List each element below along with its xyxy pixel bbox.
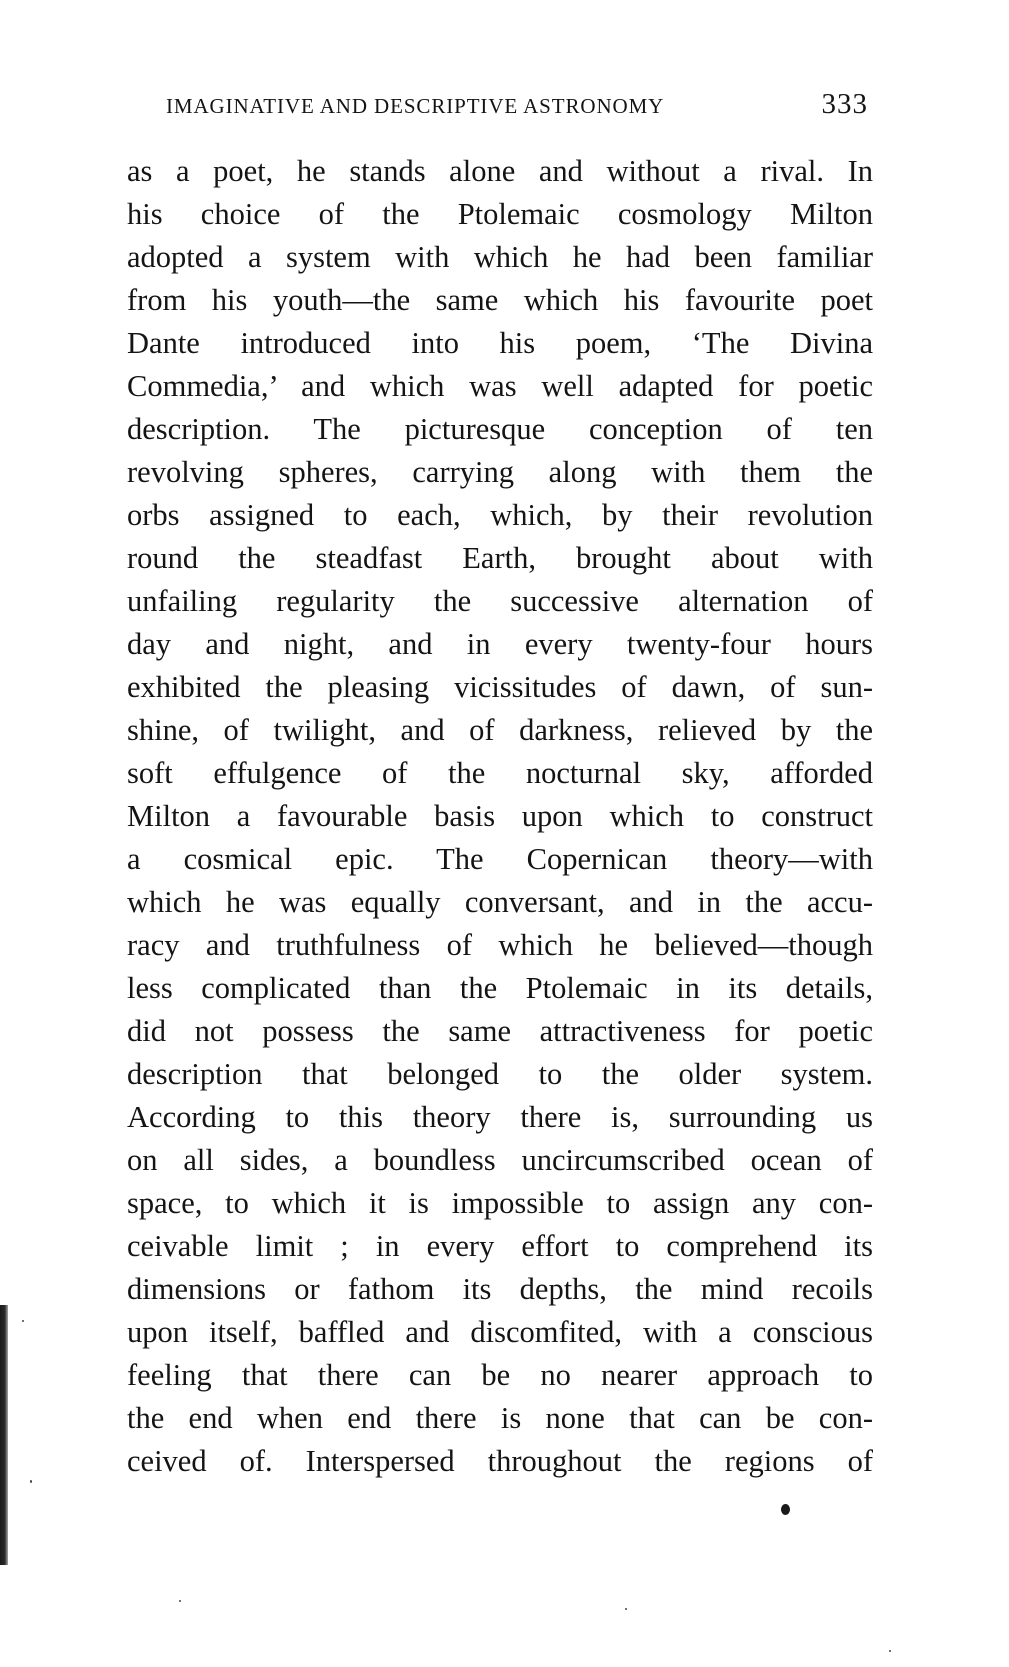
text-line: Commedia,’ and which was well adapted for poetic xyxy=(127,369,873,403)
scan-speck xyxy=(889,1650,891,1652)
running-head xyxy=(166,88,868,121)
text-line: description that belonged to the older system. xyxy=(127,1057,873,1091)
text-line: upon itself, baffled and discomfited, with a conscious xyxy=(127,1315,873,1349)
binding-shadow xyxy=(0,1305,8,1565)
text-line: According to this theory there is, surrounding us xyxy=(127,1100,873,1134)
page-number: 333 xyxy=(821,88,868,120)
text-line: did not possess the same attractiveness for poetic xyxy=(127,1014,873,1048)
running-title: IMAGINATIVE AND DESCRIPTIVE ASTRONOMY xyxy=(166,94,665,118)
text-line: orbs assigned to each, which, by their revolution xyxy=(127,498,873,532)
body-text xyxy=(127,150,873,1483)
text-line: description. The picturesque conception of ten xyxy=(127,412,873,446)
text-line: a cosmical epic. The Copernican theory—with xyxy=(127,842,873,876)
text-line: ceived of. Interspersed throughout the regions of xyxy=(127,1444,873,1478)
text-line: dimensions or fathom its depths, the mind recoils xyxy=(127,1272,873,1306)
text-line: unfailing regularity the successive alternation of xyxy=(127,584,873,618)
text-line: as a poet, he stands alone and without a rival. In xyxy=(127,154,873,188)
text-line: day and night, and in every twenty-four hours xyxy=(127,627,873,661)
text-line: exhibited the pleasing vicissitudes of dawn, of sun- xyxy=(127,670,873,704)
text-line: Dante introduced into his poem, ‘The Divina xyxy=(127,326,873,360)
text-line: ceivable limit ; in every effort to comprehend its xyxy=(127,1229,873,1263)
text-line: the end when end there is none that can be con- xyxy=(127,1401,873,1435)
scan-speck xyxy=(625,1608,627,1610)
text-line: on all sides, a boundless uncircumscribed ocean of xyxy=(127,1143,873,1177)
text-line: revolving spheres, carrying along with them the xyxy=(127,455,873,489)
text-line: racy and truthfulness of which he believed—though xyxy=(127,928,873,962)
text-line: Milton a favourable basis upon which to construct xyxy=(127,799,873,833)
scan-speck xyxy=(179,1600,181,1602)
text-line: less complicated than the Ptolemaic in its details, xyxy=(127,971,873,1005)
text-line: feeling that there can be no nearer approach to xyxy=(127,1358,873,1392)
ink-dot xyxy=(781,1504,790,1515)
text-line: space, to which it is impossible to assign any con- xyxy=(127,1186,873,1220)
scan-speck xyxy=(30,1480,32,1483)
text-line: round the steadfast Earth, brought about with xyxy=(127,541,873,575)
text-line: adopted a system with which he had been familiar xyxy=(127,240,873,274)
text-line: from his youth—the same which his favourite poet xyxy=(127,283,873,317)
text-line: which he was equally conversant, and in the accu- xyxy=(127,885,873,919)
text-line: shine, of twilight, and of darkness, relieved by the xyxy=(127,713,873,747)
text-line: his choice of the Ptolemaic cosmology Milton xyxy=(127,197,873,231)
scan-speck xyxy=(22,1320,24,1322)
text-line: soft effulgence of the nocturnal sky, afforded xyxy=(127,756,873,790)
